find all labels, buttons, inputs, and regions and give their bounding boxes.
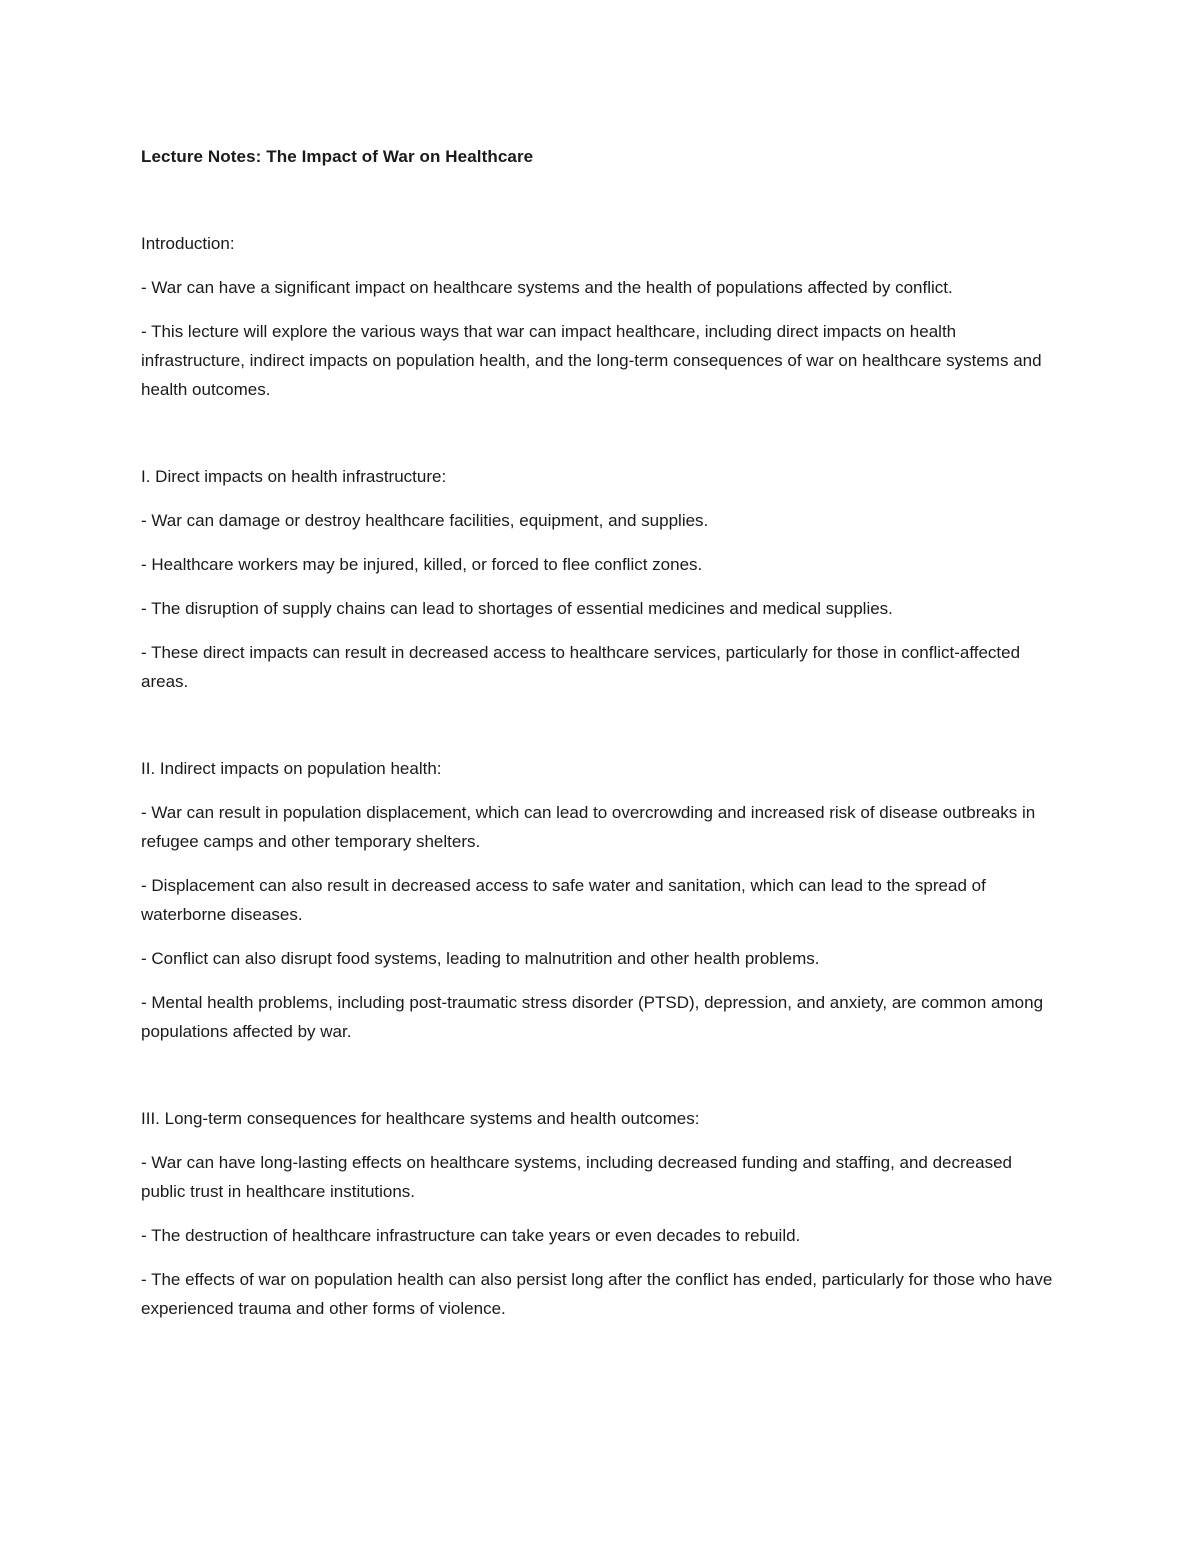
bullet-item: - Mental health problems, including post-traumatic stress disorder (PTSD), depression, and anxiety, are common among populations affected by war.	[141, 993, 1044, 1041]
section-long-term-consequences	[141, 1104, 1056, 1323]
document-title: Lecture Notes: The Impact of War on Healthcare	[141, 147, 534, 166]
bullet-item: - The effects of war on population health can also persist long after the conflict has ended, particularly for those who have experienced trauma and other forms of violence.	[141, 1270, 1053, 1318]
bullet-item: - These direct impacts can result in decreased access to healthcare services, particularly for those in conflict-affected areas.	[141, 643, 1021, 691]
bullet-item: - War can result in population displacement, which can lead to overcrowding and increased risk of disease outbreaks in refugee camps and other temporary shelters.	[141, 803, 1036, 851]
bullet-item: - War can have long-lasting effects on healthcare systems, including decreased funding and staffing, and decreased public trust in healthcare institutions.	[141, 1153, 1012, 1201]
bullet-item: - The disruption of supply chains can lead to shortages of essential medicines and medical supplies.	[141, 599, 893, 618]
bullet-item: - The destruction of healthcare infrastructure can take years or even decades to rebuild.	[141, 1226, 801, 1245]
section-direct-impacts	[141, 462, 1056, 696]
section-introduction	[141, 229, 1056, 404]
section-heading: I. Direct impacts on health infrastructure:	[141, 467, 447, 486]
bullet-item: - This lecture will explore the various ways that war can impact healthcare, including direct impacts on health infrastructure, indirect impacts on population health, and the long-term consequences of war on healthcare systems and health outcomes.	[141, 322, 1042, 399]
document-page	[141, 142, 1056, 1323]
bullet-item: - War can damage or destroy healthcare facilities, equipment, and supplies.	[141, 511, 709, 530]
bullet-item: - Conflict can also disrupt food systems, leading to malnutrition and other health problems.	[141, 949, 820, 968]
section-heading: III. Long-term consequences for healthcare systems and health outcomes:	[141, 1109, 700, 1128]
bullet-item: - War can have a significant impact on healthcare systems and the health of populations affected by conflict.	[141, 278, 953, 297]
bullet-item: - Displacement can also result in decreased access to safe water and sanitation, which can lead to the spread of waterborne diseases.	[141, 876, 986, 924]
section-heading: II. Indirect impacts on population health:	[141, 759, 442, 778]
section-heading: Introduction:	[141, 234, 235, 253]
section-indirect-impacts	[141, 754, 1056, 1046]
bullet-item: - Healthcare workers may be injured, killed, or forced to flee conflict zones.	[141, 555, 703, 574]
